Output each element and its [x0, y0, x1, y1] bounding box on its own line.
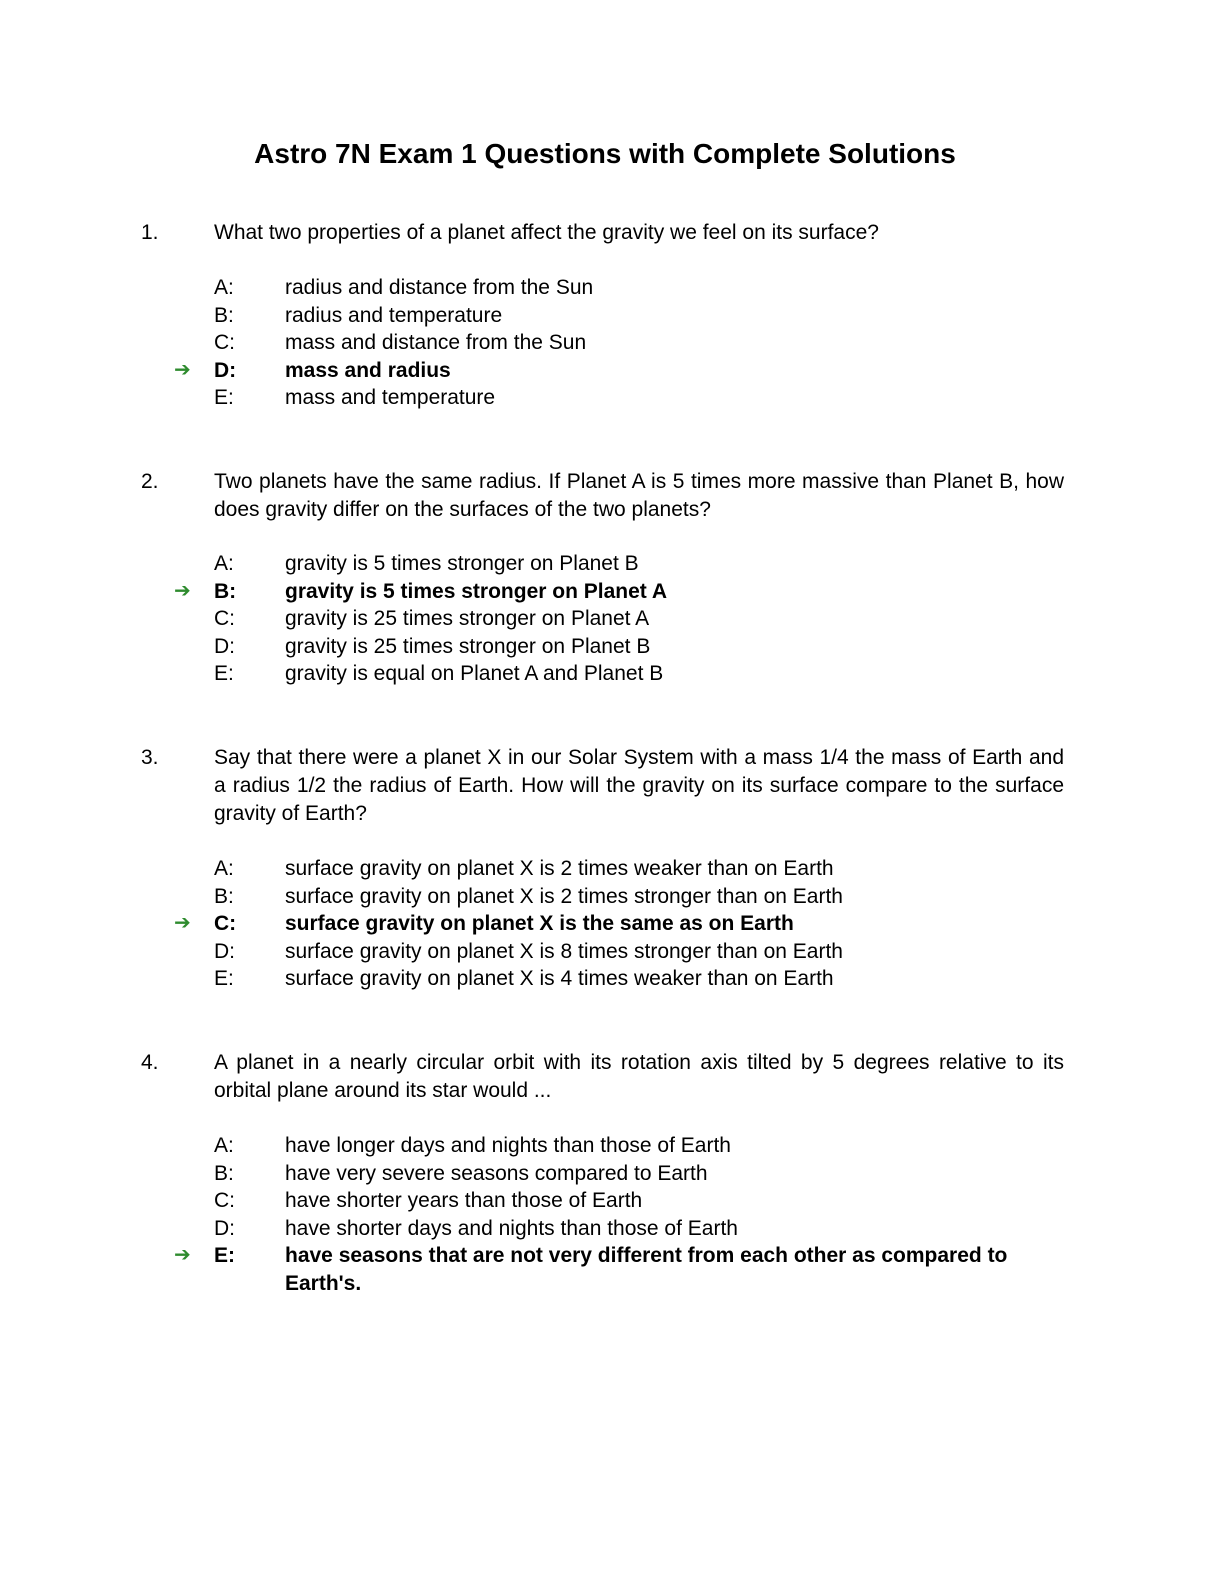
option-letter: C:	[214, 331, 235, 354]
option-text: surface gravity on planet X is the same as on Earth	[285, 912, 794, 935]
arrow-right-icon: ➔	[174, 358, 191, 381]
option-letter: B:	[214, 303, 234, 327]
option-text: surface gravity on planet X is 8 times stronger than on Earth	[285, 939, 843, 963]
option-letter: D:	[214, 1216, 235, 1240]
option-letter: D:	[214, 358, 237, 382]
option-letter: B:	[214, 579, 237, 603]
question-number: 2.	[141, 470, 159, 493]
arrow-right-icon: ➔	[174, 579, 191, 602]
option-letter: D:	[214, 939, 235, 963]
option-text: surface gravity on planet X is 4 times weaker than on Earth	[285, 967, 834, 990]
option-b	[0, 1160, 1224, 1188]
question-4-options	[0, 1132, 1224, 1298]
option-a	[0, 550, 1224, 578]
option-d-correct	[0, 357, 1224, 385]
option-text: radius and temperature	[285, 303, 503, 327]
option-text: mass and radius	[285, 358, 451, 382]
option-b	[0, 302, 1224, 330]
option-a	[0, 274, 1224, 302]
question-number: 3.	[141, 746, 159, 769]
option-a	[0, 1132, 1224, 1160]
option-letter: B:	[214, 1161, 234, 1185]
option-text: gravity is 5 times stronger on Planet A	[285, 579, 667, 603]
option-b	[0, 883, 1224, 911]
option-text: radius and distance from the Sun	[285, 276, 594, 299]
option-e	[0, 660, 1224, 688]
arrow-right-icon: ➔	[174, 912, 191, 934]
option-letter: C:	[214, 912, 237, 935]
option-a	[0, 855, 1224, 883]
option-letter: A:	[214, 857, 234, 880]
option-e	[0, 384, 1224, 412]
option-c-correct	[0, 910, 1224, 938]
question-1-options	[0, 274, 1224, 412]
option-text: have shorter years than those of Earth	[285, 1189, 643, 1212]
option-text: have very severe seasons compared to Earth	[285, 1161, 708, 1185]
option-text: have seasons that are not very different from each other as compared to Earth's.	[285, 1244, 1008, 1295]
option-c	[0, 605, 1224, 633]
option-letter: B:	[214, 884, 234, 908]
option-text: have shorter days and nights than those of Earth	[285, 1216, 738, 1240]
option-b-correct	[0, 578, 1224, 606]
option-text: gravity is equal on Planet A and Planet B	[285, 662, 664, 685]
option-text: gravity is 25 times stronger on Planet A	[285, 607, 650, 630]
option-letter: A:	[214, 276, 234, 299]
option-e-correct	[0, 1242, 1224, 1298]
option-letter: E:	[214, 1244, 235, 1267]
option-d	[0, 1215, 1224, 1243]
question-number: 1.	[141, 221, 159, 244]
option-text: mass and temperature	[285, 386, 496, 409]
option-letter: A:	[214, 1134, 234, 1157]
option-letter: C:	[214, 1189, 235, 1212]
option-letter: E:	[214, 662, 234, 685]
option-letter: E:	[214, 386, 234, 409]
option-d	[0, 938, 1224, 966]
option-e	[0, 965, 1224, 993]
option-letter: A:	[214, 552, 234, 575]
question-2-options	[0, 550, 1224, 688]
question-number: 4.	[141, 1051, 159, 1074]
option-d	[0, 633, 1224, 661]
option-text: gravity is 5 times stronger on Planet B	[285, 552, 639, 575]
question-text: A planet in a nearly circular orbit with its rotation axis tilted by 5 degrees relative to its orbital plane around its star would ...	[214, 1051, 1064, 1102]
question-text: Say that there were a planet X in our Solar System with a mass 1/4 the mass of Earth and a radius 1/2 the radius of Earth. How will the gravity on its surface compare to the surface gravity of Earth?	[214, 746, 1064, 825]
question-text: What two properties of a planet affect the gravity we feel on its surface?	[214, 221, 879, 244]
option-text: have longer days and nights than those of Earth	[285, 1134, 731, 1157]
question-text: Two planets have the same radius. If Planet A is 5 times more massive than Planet B, how does gravity differ on the surfaces of the two planets?	[214, 470, 1064, 521]
option-text: gravity is 25 times stronger on Planet B	[285, 634, 651, 658]
option-letter: C:	[214, 607, 235, 630]
option-letter: D:	[214, 634, 235, 658]
option-text: surface gravity on planet X is 2 times stronger than on Earth	[285, 884, 843, 908]
question-3-options	[0, 855, 1224, 993]
option-text: surface gravity on planet X is 2 times weaker than on Earth	[285, 857, 834, 880]
option-c	[0, 329, 1224, 357]
page-title: Astro 7N Exam 1 Questions with Complete Solutions	[254, 138, 956, 169]
arrow-right-icon: ➔	[174, 1244, 191, 1266]
option-c	[0, 1187, 1224, 1215]
option-letter: E:	[214, 967, 234, 990]
option-text: mass and distance from the Sun	[285, 331, 587, 354]
